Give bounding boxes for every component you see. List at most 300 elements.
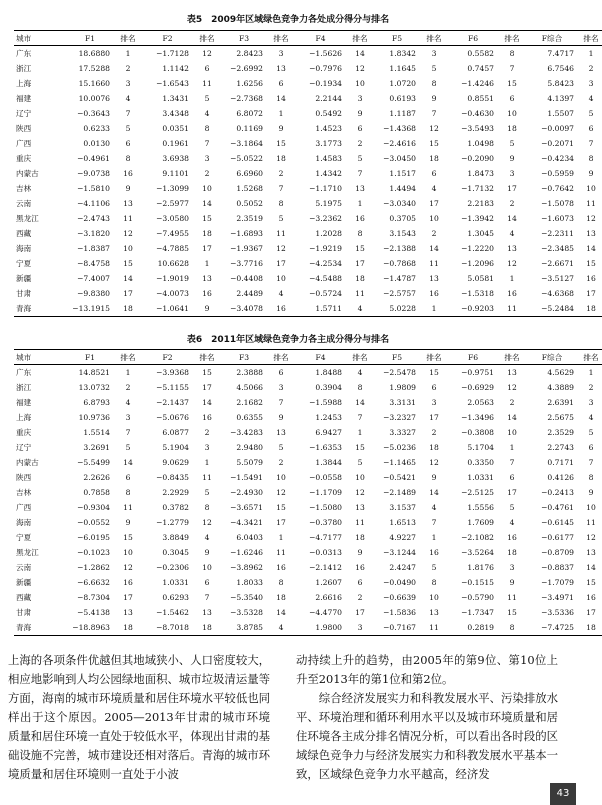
rank-cell: 7 bbox=[588, 139, 594, 148]
table-row bbox=[14, 46, 602, 62]
rank-cell: 15 bbox=[429, 139, 439, 148]
score-cell: 1.4494 bbox=[389, 184, 416, 193]
rank-cell: 17 bbox=[586, 289, 596, 298]
score-cell: −3.5336 bbox=[541, 608, 574, 617]
body-left-column bbox=[8, 651, 270, 784]
rank-cell: 6 bbox=[588, 124, 594, 133]
score-cell: 0.3045 bbox=[162, 548, 189, 557]
rank-cell: 14 bbox=[586, 563, 596, 572]
rank-cell: 15 bbox=[355, 244, 365, 253]
city-cell: 吉林 bbox=[16, 488, 32, 497]
rank-cell: 1 bbox=[588, 368, 594, 377]
rank-cell: 15 bbox=[123, 533, 133, 542]
rank-cell: 18 bbox=[355, 533, 365, 542]
rank-cell: 6 bbox=[431, 383, 437, 392]
rank-cell: 11 bbox=[276, 548, 286, 557]
score-cell: 1.2453 bbox=[315, 413, 342, 422]
rank-cell: 4 bbox=[431, 503, 437, 512]
score-cell: 5.1904 bbox=[162, 443, 189, 452]
table-row bbox=[14, 166, 602, 181]
score-cell: 0.3904 bbox=[315, 383, 342, 392]
rank-cell: 17 bbox=[123, 289, 133, 298]
rank-cell: 12 bbox=[429, 124, 439, 133]
rank-cell: 5 bbox=[509, 139, 515, 148]
rank-cell: 7 bbox=[588, 458, 594, 467]
score-cell: 10.6628 bbox=[157, 259, 189, 268]
city-cell: 陕西 bbox=[16, 473, 32, 482]
rank-cell: 9 bbox=[509, 154, 515, 163]
score-cell: 2.2144 bbox=[315, 94, 342, 103]
score-cell: 1.2028 bbox=[315, 229, 342, 238]
rank-cell: 15 bbox=[507, 608, 517, 617]
rank-cell: 6 bbox=[278, 368, 284, 377]
score-cell: 0.2819 bbox=[446, 620, 500, 636]
city-cell: 内蒙古 bbox=[16, 169, 39, 178]
body-paragraph: 综合经济发展实力和科教发展水平、污染排放水平、环境治理和循环利用水平以及城市环境质量和居住环境各主成分排名情况分析，可以看出各时段的区域绿色竞争力与经济发展实力和科教发展水平基本一致，区域绿色竞争力水平越高，经济发 bbox=[296, 691, 559, 781]
score-cell: −7.4955 bbox=[156, 229, 189, 238]
score-cell: 1.0331 bbox=[467, 473, 494, 482]
rank-cell: 2 bbox=[509, 398, 515, 407]
score-cell: −2.3485 bbox=[541, 244, 574, 253]
rank-cell: 14 bbox=[355, 398, 365, 407]
body-paragraph: 动持续上升的趋势，由2005年的第9位、第10位上升至2013年的第1位和第2位。 bbox=[296, 653, 558, 686]
score-cell: −3.2327 bbox=[383, 413, 416, 422]
score-cell: −1.5810 bbox=[77, 184, 110, 193]
rank-cell: 4 bbox=[509, 518, 515, 527]
score-cell: 4.5066 bbox=[236, 383, 263, 392]
city-cell: 广东 bbox=[16, 49, 32, 58]
score-cell: −1.6073 bbox=[541, 214, 574, 223]
table-row bbox=[14, 286, 602, 301]
rank-cell: 13 bbox=[276, 428, 286, 437]
score-cell: 1.2607 bbox=[315, 578, 342, 587]
rank-cell: 17 bbox=[507, 184, 517, 193]
score-cell: −3.5264 bbox=[461, 548, 494, 557]
rank-cell: 1 bbox=[509, 443, 515, 452]
city-cell: 云南 bbox=[16, 199, 32, 208]
score-cell: 1.8176 bbox=[467, 563, 494, 572]
rank-cell: 9 bbox=[195, 301, 219, 317]
rank-cell: 1 bbox=[204, 458, 210, 467]
table-row bbox=[14, 301, 602, 317]
score-cell: −4.6368 bbox=[541, 289, 574, 298]
rank-cell: 11 bbox=[202, 473, 212, 482]
column-header: F6 bbox=[446, 350, 500, 365]
score-cell: 1.5711 bbox=[293, 301, 348, 317]
rank-cell: 9 bbox=[125, 184, 131, 193]
rank-cell: 2 bbox=[588, 64, 594, 73]
rank-cell: 9 bbox=[509, 578, 515, 587]
score-cell: 15.1660 bbox=[78, 79, 110, 88]
score-cell: −0.5959 bbox=[541, 169, 574, 178]
score-cell: 6.9427 bbox=[315, 428, 342, 437]
score-cell: −1.5491 bbox=[230, 473, 263, 482]
rank-cell: 3 bbox=[509, 563, 515, 572]
score-cell: 1.0498 bbox=[467, 139, 494, 148]
rank-cell: 7 bbox=[509, 458, 515, 467]
rank-cell: 11 bbox=[355, 289, 365, 298]
column-header: F综合 bbox=[524, 350, 580, 365]
score-cell: 1.8342 bbox=[389, 49, 416, 58]
score-cell: −3.2362 bbox=[309, 214, 342, 223]
rank-cell: 9 bbox=[204, 548, 210, 557]
rank-cell: 2 bbox=[204, 169, 210, 178]
score-cell: −2.1437 bbox=[156, 398, 189, 407]
score-cell: 1.6256 bbox=[236, 79, 263, 88]
score-cell: −1.6543 bbox=[156, 79, 189, 88]
rank-cell: 10 bbox=[123, 244, 133, 253]
score-cell: −1.7132 bbox=[461, 184, 494, 193]
rank-cell: 10 bbox=[276, 274, 286, 283]
score-cell: 2.2626 bbox=[83, 473, 110, 482]
rank-cell: 7 bbox=[125, 428, 131, 437]
score-cell: 0.5582 bbox=[467, 49, 494, 58]
rank-cell: 16 bbox=[586, 274, 596, 283]
rank-cell: 10 bbox=[202, 563, 212, 572]
table-row bbox=[14, 485, 602, 500]
score-cell: 6.0877 bbox=[162, 428, 189, 437]
rank-cell: 18 bbox=[355, 274, 365, 283]
score-cell: −0.9751 bbox=[461, 368, 494, 377]
score-cell: 0.6293 bbox=[162, 593, 189, 602]
score-cell: −8.7304 bbox=[77, 593, 110, 602]
rank-cell: 16 bbox=[429, 289, 439, 298]
table-row bbox=[14, 196, 602, 211]
rank-cell: 18 bbox=[116, 301, 140, 317]
rank-cell: 1 bbox=[509, 274, 515, 283]
rank-cell: 5 bbox=[204, 94, 210, 103]
table-row bbox=[14, 440, 602, 455]
score-cell: −1.2779 bbox=[156, 518, 189, 527]
score-cell: 0.3782 bbox=[162, 503, 189, 512]
score-cell: −0.6639 bbox=[383, 593, 416, 602]
score-cell: −0.3808 bbox=[461, 428, 494, 437]
rank-cell: 2 bbox=[357, 593, 363, 602]
rank-cell: 4 bbox=[278, 289, 284, 298]
rank-cell: 7 bbox=[204, 139, 210, 148]
city-cell: 福建 bbox=[16, 94, 32, 103]
score-cell: −0.1934 bbox=[309, 79, 342, 88]
score-cell: 1.5556 bbox=[467, 503, 494, 512]
column-header: 排名 bbox=[580, 31, 602, 46]
table-row bbox=[14, 590, 602, 605]
rank-cell: 12 bbox=[355, 64, 365, 73]
rank-cell: 2 bbox=[204, 428, 210, 437]
rank-cell: 6 bbox=[204, 578, 210, 587]
score-cell: 0.5492 bbox=[315, 109, 342, 118]
score-cell: −3.6571 bbox=[230, 503, 263, 512]
rank-cell: 1 bbox=[125, 368, 131, 377]
score-cell: −1.9219 bbox=[309, 244, 342, 253]
rank-cell: 9 bbox=[125, 518, 131, 527]
rank-cell: 5 bbox=[278, 443, 284, 452]
score-cell: −5.5499 bbox=[77, 458, 110, 467]
score-cell: −3.8962 bbox=[230, 563, 263, 572]
score-cell: 0.4126 bbox=[547, 473, 574, 482]
rank-cell: 4 bbox=[509, 229, 515, 238]
score-cell: 1.5507 bbox=[547, 109, 574, 118]
score-cell: −3.4078 bbox=[219, 301, 269, 317]
rank-cell: 13 bbox=[507, 244, 517, 253]
rank-cell: 17 bbox=[202, 383, 212, 392]
column-header: 排名 bbox=[116, 350, 140, 365]
score-cell: −2.5125 bbox=[461, 488, 494, 497]
rank-cell: 16 bbox=[123, 169, 133, 178]
score-cell: 2.1682 bbox=[236, 398, 263, 407]
rank-cell: 11 bbox=[586, 518, 596, 527]
rank-cell: 18 bbox=[507, 124, 517, 133]
rank-cell: 15 bbox=[586, 578, 596, 587]
score-cell: −4.3421 bbox=[230, 518, 263, 527]
column-header: 排名 bbox=[422, 31, 446, 46]
score-cell: 6.0403 bbox=[236, 533, 263, 542]
table-row bbox=[14, 425, 602, 440]
score-cell: −1.4368 bbox=[383, 124, 416, 133]
score-cell: 1.5514 bbox=[83, 428, 110, 437]
score-cell: 0.1961 bbox=[162, 139, 189, 148]
rank-cell: 17 bbox=[507, 488, 517, 497]
score-cell: 2.3888 bbox=[236, 368, 263, 377]
rank-cell: 10 bbox=[276, 473, 286, 482]
rank-cell: 5 bbox=[357, 154, 363, 163]
rank-cell: 3 bbox=[125, 79, 131, 88]
score-cell: −0.0552 bbox=[77, 518, 110, 527]
column-header: 排名 bbox=[269, 31, 293, 46]
rank-cell: 18 bbox=[116, 620, 140, 636]
score-cell: 6.6960 bbox=[236, 169, 263, 178]
score-cell: −1.8387 bbox=[77, 244, 110, 253]
rank-cell: 9 bbox=[431, 94, 437, 103]
rank-cell: 16 bbox=[123, 578, 133, 587]
city-cell: 浙江 bbox=[16, 383, 32, 392]
score-cell: −3.5127 bbox=[541, 274, 574, 283]
rank-cell: 8 bbox=[588, 154, 594, 163]
city-cell: 西藏 bbox=[16, 229, 32, 238]
rank-cell: 15 bbox=[123, 259, 133, 268]
rank-cell: 16 bbox=[429, 548, 439, 557]
score-cell: −2.1388 bbox=[383, 244, 416, 253]
score-cell: −1.6246 bbox=[230, 548, 263, 557]
score-cell: −2.6992 bbox=[230, 64, 263, 73]
rank-cell: 4 bbox=[204, 533, 210, 542]
table-row bbox=[14, 271, 602, 286]
score-cell: −0.8709 bbox=[541, 548, 574, 557]
score-cell: −0.6177 bbox=[541, 533, 574, 542]
rank-cell: 3 bbox=[431, 49, 437, 58]
rank-cell: 11 bbox=[276, 229, 286, 238]
table-row bbox=[14, 226, 602, 241]
score-cell: 2.9480 bbox=[236, 443, 263, 452]
table-row bbox=[14, 121, 602, 136]
table5-header-row bbox=[14, 31, 602, 46]
score-cell: 1.3045 bbox=[467, 229, 494, 238]
score-cell: 1.1517 bbox=[389, 169, 416, 178]
rank-cell: 12 bbox=[123, 229, 133, 238]
score-cell: 5.8423 bbox=[547, 79, 574, 88]
score-cell: 1.4523 bbox=[315, 124, 342, 133]
rank-cell: 8 bbox=[500, 620, 524, 636]
score-cell: −0.4761 bbox=[541, 503, 574, 512]
score-cell: −0.0097 bbox=[541, 124, 574, 133]
table-row bbox=[14, 470, 602, 485]
rank-cell: 1 bbox=[422, 301, 446, 317]
rank-cell: 6 bbox=[125, 473, 131, 482]
rank-cell: 16 bbox=[202, 413, 212, 422]
rank-cell: 17 bbox=[202, 244, 212, 253]
rank-cell: 7 bbox=[125, 109, 131, 118]
score-cell: −2.4616 bbox=[383, 139, 416, 148]
rank-cell: 4 bbox=[269, 620, 293, 636]
score-cell: −5.1155 bbox=[156, 383, 189, 392]
rank-cell: 14 bbox=[202, 199, 212, 208]
score-cell: 1.4342 bbox=[315, 169, 342, 178]
score-cell: −0.4408 bbox=[230, 274, 263, 283]
rank-cell: 6 bbox=[278, 79, 284, 88]
rank-cell: 18 bbox=[507, 548, 517, 557]
column-header: 城市 bbox=[14, 31, 64, 46]
score-cell: 7.4717 bbox=[547, 49, 574, 58]
rank-cell: 2 bbox=[278, 458, 284, 467]
rank-cell: 12 bbox=[507, 259, 517, 268]
city-cell: 内蒙古 bbox=[16, 458, 39, 467]
score-cell: 2.2183 bbox=[467, 199, 494, 208]
table-row bbox=[14, 241, 602, 256]
score-cell: −0.1515 bbox=[461, 578, 494, 587]
rank-cell: 11 bbox=[422, 620, 446, 636]
score-cell: 1.7609 bbox=[467, 518, 494, 527]
score-cell: −1.5988 bbox=[309, 398, 342, 407]
rank-cell: 3 bbox=[588, 398, 594, 407]
score-cell: 3.3131 bbox=[389, 398, 416, 407]
city-cell: 重庆 bbox=[16, 428, 32, 437]
rank-cell: 7 bbox=[204, 593, 210, 602]
score-cell: 3.8785 bbox=[219, 620, 269, 636]
rank-cell: 3 bbox=[204, 443, 210, 452]
table-row bbox=[14, 620, 602, 636]
score-cell: 1.1187 bbox=[389, 109, 416, 118]
rank-cell: 13 bbox=[429, 274, 439, 283]
score-cell: −3.9368 bbox=[156, 368, 189, 377]
rank-cell: 7 bbox=[357, 413, 363, 422]
rank-cell: 3 bbox=[431, 398, 437, 407]
rank-cell: 2 bbox=[278, 169, 284, 178]
score-cell: −5.3540 bbox=[230, 593, 263, 602]
rank-cell: 15 bbox=[586, 259, 596, 268]
score-cell: −0.0490 bbox=[383, 578, 416, 587]
body-paragraph: 上海的各项条件优越但其地域狭小、人口密度较大，相应地影响到人均公园绿地面积、城市垃圾清运量等方面，海南的城市环境质量和居住环境水平较低也同样出于这个原因。2005—2013年甘肃的城市环境质量和居住环境一直处于较低水平，体现出甘肃的基础设施不完善，城市建设还相对落后。青海的城市环境质量和居住环境则一直处于小波 bbox=[8, 653, 270, 781]
score-cell: −3.0450 bbox=[383, 154, 416, 163]
rank-cell: 5 bbox=[125, 443, 131, 452]
table-row bbox=[14, 136, 602, 151]
column-header: 排名 bbox=[580, 350, 602, 365]
score-cell: −3.1820 bbox=[77, 229, 110, 238]
rank-cell: 2 bbox=[431, 229, 437, 238]
column-header: F4 bbox=[293, 31, 348, 46]
score-cell: −0.5724 bbox=[309, 289, 342, 298]
score-cell: 0.7171 bbox=[547, 458, 574, 467]
rank-cell: 8 bbox=[431, 79, 437, 88]
city-cell: 上海 bbox=[16, 79, 32, 88]
table-row bbox=[14, 211, 602, 226]
score-cell: −0.9304 bbox=[77, 503, 110, 512]
score-cell: −2.7368 bbox=[230, 94, 263, 103]
rank-cell: 1 bbox=[588, 49, 594, 58]
rank-cell: 11 bbox=[500, 301, 524, 317]
rank-cell: 3 bbox=[348, 620, 372, 636]
column-header: 排名 bbox=[500, 350, 524, 365]
score-cell: 3.3327 bbox=[389, 428, 416, 437]
rank-cell: 14 bbox=[429, 488, 439, 497]
score-cell: 1.3431 bbox=[162, 94, 189, 103]
score-cell: −5.0522 bbox=[230, 154, 263, 163]
body-right-column bbox=[296, 651, 558, 784]
table-row bbox=[14, 410, 602, 425]
score-cell: −1.6893 bbox=[230, 229, 263, 238]
rank-cell: 14 bbox=[507, 413, 517, 422]
score-cell: 10.9736 bbox=[78, 413, 110, 422]
rank-cell: 5 bbox=[125, 124, 131, 133]
city-cell: 辽宁 bbox=[16, 109, 32, 118]
column-header: 排名 bbox=[116, 31, 140, 46]
rank-cell: 16 bbox=[355, 214, 365, 223]
score-cell: −7.4725 bbox=[524, 620, 580, 636]
score-cell: 6.7546 bbox=[547, 64, 574, 73]
city-cell: 福建 bbox=[16, 398, 32, 407]
score-cell: −4.4770 bbox=[309, 608, 342, 617]
score-cell: 2.0563 bbox=[467, 398, 494, 407]
rank-cell: 17 bbox=[429, 413, 439, 422]
rank-cell: 12 bbox=[429, 458, 439, 467]
rank-cell: 9 bbox=[588, 488, 594, 497]
rank-cell: 13 bbox=[355, 184, 365, 193]
score-cell: −8.4758 bbox=[77, 259, 110, 268]
city-cell: 宁夏 bbox=[16, 533, 32, 542]
score-cell: 1.1645 bbox=[389, 64, 416, 73]
score-cell: −5.4138 bbox=[77, 608, 110, 617]
rank-cell: 15 bbox=[429, 368, 439, 377]
rank-cell: 13 bbox=[586, 548, 596, 557]
rank-cell: 7 bbox=[278, 184, 284, 193]
table-row bbox=[14, 106, 602, 121]
score-cell: 18.6880 bbox=[78, 49, 110, 58]
rank-cell: 18 bbox=[202, 229, 212, 238]
score-cell: −1.4246 bbox=[461, 79, 494, 88]
table-row bbox=[14, 515, 602, 530]
score-cell: −1.9367 bbox=[230, 244, 263, 253]
score-cell: 1.9800 bbox=[293, 620, 348, 636]
rank-cell: 14 bbox=[507, 214, 517, 223]
rank-cell: 11 bbox=[123, 214, 133, 223]
column-header: F综合 bbox=[524, 31, 580, 46]
score-cell: −0.7167 bbox=[372, 620, 422, 636]
city-cell: 浙江 bbox=[16, 64, 32, 73]
score-cell: −3.0340 bbox=[383, 199, 416, 208]
score-cell: 17.5288 bbox=[78, 64, 110, 73]
city-cell: 重庆 bbox=[16, 154, 32, 163]
score-cell: 6.8793 bbox=[83, 398, 110, 407]
rank-cell: 5 bbox=[588, 109, 594, 118]
rank-cell: 4 bbox=[348, 301, 372, 317]
rank-cell: 12 bbox=[276, 244, 286, 253]
rank-cell: 8 bbox=[357, 229, 363, 238]
score-cell: −3.5328 bbox=[230, 608, 263, 617]
column-header: F1 bbox=[64, 31, 116, 46]
score-cell: 3.4348 bbox=[162, 109, 189, 118]
score-cell: 2.4247 bbox=[389, 563, 416, 572]
column-header: F5 bbox=[372, 31, 422, 46]
city-cell: 西藏 bbox=[16, 593, 32, 602]
rank-cell: 14 bbox=[586, 244, 596, 253]
